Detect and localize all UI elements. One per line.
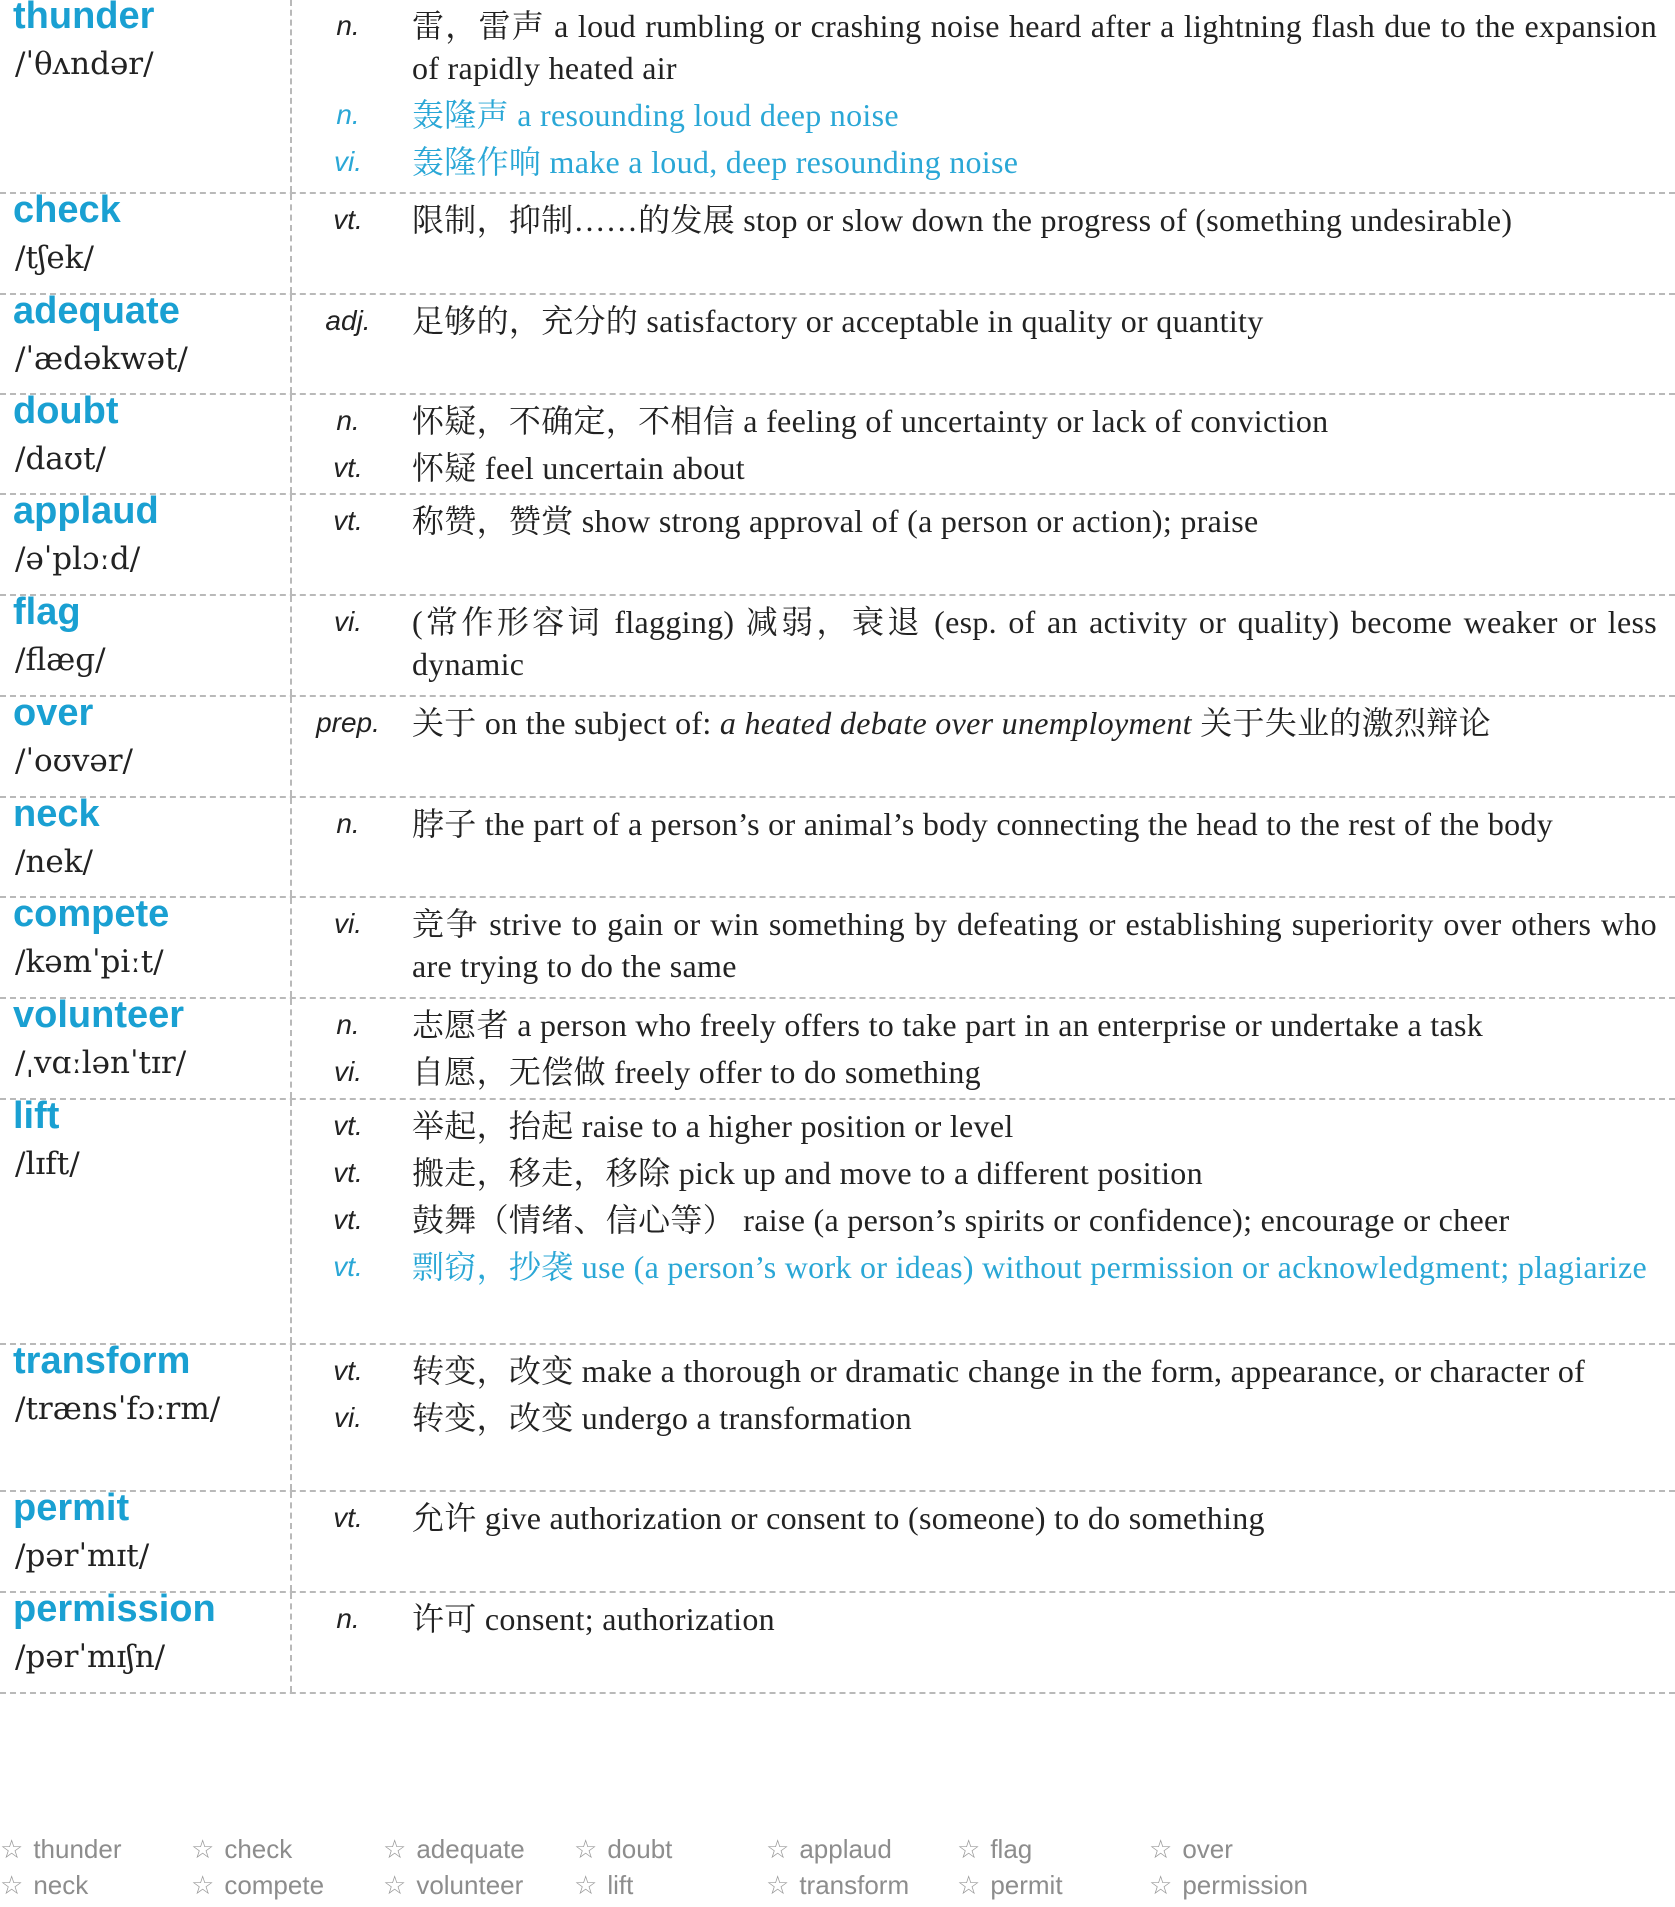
part-of-speech: vt. [333,204,363,235]
star-icon: ☆ [766,1834,790,1864]
definition-text: 怀疑 feel uncertain about [412,450,745,486]
definition [412,1497,1675,1539]
definition-text: 鼓舞（情绪、信心等） raise (a person’s spirits or confidence); encourage or cheer [412,1202,1510,1238]
definition-text: 脖子 the part of a person’s or animal’s body connecting the head to the rest of the body [412,806,1554,842]
index-word: adequate [416,1834,525,1864]
index-word: check [224,1834,293,1864]
index-item [0,1832,122,1866]
phonetic: /daʊt/ [15,441,106,477]
definition [412,1004,1675,1046]
definition-text: 关于 on the subject of: [412,705,712,741]
definition-text: 足够的，充分的 satisfactory or acceptable in quality or quantity [412,303,1264,339]
part-of-speech: vt. [333,1355,363,1386]
part-of-speech: n. [336,1603,360,1634]
headword-cell [0,994,292,1098]
definition-text: 转变，改变 undergo a transformation [412,1400,912,1436]
definitions-cell [292,0,1675,192]
headword: permit [13,1487,130,1529]
index-item [383,1868,523,1902]
headword: transform [13,1340,191,1382]
headword: thunder [13,0,155,37]
example-sentence: a heated debate over unemployment [719,705,1192,741]
sense [292,803,1675,845]
headword-cell [0,692,292,796]
phonetic: /tʃek/ [15,240,94,276]
index-word: permission [1182,1870,1309,1900]
index-word: thunder [33,1834,122,1864]
definitions-cell [292,697,1675,796]
sense [292,1004,1675,1046]
part-of-speech: vt. [333,1204,363,1235]
definition [412,141,1675,183]
definitions-cell [292,295,1675,393]
definition [412,1598,1675,1640]
sense [292,903,1675,987]
sense [292,1598,1675,1640]
part-of-speech: vi. [334,1056,362,1087]
entry-row-thunder [0,0,1675,194]
definition-text: 自愿，无偿做 freely offer to do something [412,1054,981,1090]
phonetic: /ˈoʊvər/ [15,743,133,779]
definition-text: 搬走，移走，移除 pick up and move to a different position [412,1155,1203,1191]
star-icon: ☆ [1149,1834,1173,1864]
definition-text: 限制，抑制……的发展 stop or slow down the progress of (something undesirable) [412,202,1513,238]
part-of-speech: vi. [334,146,362,177]
entry-row-neck [0,793,1675,898]
definitions-cell [292,194,1675,293]
index-item [191,1868,324,1902]
index-word: applaud [799,1834,892,1864]
definition-text: 竞争 strive to gain or win something by defeating or establishing superiority over others who are trying to do the same [412,906,1657,984]
sense [292,447,1675,489]
definition [412,5,1675,89]
headword-cell [0,290,292,393]
entry-row-over [0,692,1675,798]
definition [412,94,1675,136]
definitions-cell [292,798,1675,896]
entry-row-lift [0,1095,1675,1345]
headword: applaud [13,490,159,532]
index-word: transform [799,1870,910,1900]
phonetic: /əˈplɔːd/ [15,541,141,577]
headword-cell [0,1588,292,1692]
headword: volunteer [13,994,185,1036]
headword-cell [0,490,292,594]
entry-row-volunteer [0,994,1675,1100]
sense [292,1497,1675,1539]
headword-cell [0,1340,292,1490]
definition [412,1246,1675,1288]
entry-row-compete [0,893,1675,999]
definitions-cell [292,395,1675,493]
headword-cell [0,893,292,997]
index-item [957,1868,1063,1902]
example-translation: 关于失业的激烈辩论 [1200,705,1491,741]
part-of-speech: n. [336,99,360,130]
star-icon: ☆ [766,1870,790,1900]
phonetic: /ˈθʌndər/ [15,46,154,82]
headword: check [13,189,121,231]
definition-text: 志愿者 a person who freely offers to take part in an enterprise or undertake a task [412,1007,1484,1043]
star-icon: ☆ [0,1834,24,1864]
headword: adequate [13,290,180,332]
star-icon: ☆ [383,1870,407,1900]
part-of-speech: vt. [333,1502,363,1533]
sense [292,5,1675,89]
star-icon: ☆ [957,1870,981,1900]
phonetic: /ˈædəkwət/ [15,341,188,377]
phonetic: /lɪft/ [15,1146,80,1182]
definitions-cell [292,495,1675,594]
index-word: lift [607,1870,634,1900]
star-icon: ☆ [383,1834,407,1864]
headword: doubt [13,390,119,432]
star-icon: ☆ [191,1870,215,1900]
index-item [383,1832,525,1866]
part-of-speech: vt. [333,1110,363,1141]
headword: neck [13,793,100,835]
sense [292,400,1675,442]
sense [292,1350,1675,1392]
sense [292,1105,1675,1147]
index-word: over [1182,1834,1233,1864]
phonetic: /ˌvɑːlənˈtɪr/ [15,1045,187,1081]
definition [412,803,1675,845]
definition-text: 转变，改变 make a thorough or dramatic change in the form, appearance, or character of [412,1353,1586,1389]
part-of-speech: vt. [333,452,363,483]
index-word: permit [990,1870,1063,1900]
index-item [0,1868,88,1902]
star-icon: ☆ [957,1834,981,1864]
part-of-speech: n. [336,405,360,436]
sense [292,1152,1675,1194]
headword-cell [0,390,292,493]
headword: compete [13,893,170,935]
definition-text: 怀疑，不确定，不相信 a feeling of uncertainty or lack of conviction [412,403,1329,439]
sense [292,601,1675,685]
sense [292,702,1675,744]
sense [292,141,1675,183]
part-of-speech: n. [336,808,360,839]
part-of-speech: n. [336,1009,360,1040]
definition [412,903,1675,987]
sense [292,199,1675,241]
index-item [766,1868,909,1902]
definitions-cell [292,1492,1675,1591]
definitions-cell [292,898,1675,997]
headword-cell [0,0,292,192]
headword: over [13,692,94,734]
part-of-speech: vi. [334,606,362,637]
headword: lift [13,1095,60,1137]
phonetic: /kəmˈpiːt/ [15,944,164,980]
definitions-cell [292,596,1675,695]
sense [292,500,1675,542]
part-of-speech: vi. [334,908,362,939]
index-word: doubt [607,1834,673,1864]
definition [412,1350,1675,1392]
part-of-speech: n. [336,10,360,41]
index-row [0,1832,1675,1868]
definition-text: 举起，抬起 raise to a higher position or level [412,1108,1014,1144]
index-item [191,1832,292,1866]
definition-text: 剽窃，抄袭 use (a person’s work or ideas) without permission or acknowledgment; plagiarize [412,1249,1647,1285]
definition [412,1152,1675,1194]
part-of-speech: vi. [334,1402,362,1433]
index-word: volunteer [416,1870,524,1900]
definition [412,702,1675,744]
definition-text: 轰隆声 a resounding loud deep noise [412,97,899,133]
sense [292,1199,1675,1241]
headword: permission [13,1588,216,1630]
index-item [574,1832,672,1866]
entry-row-flag [0,591,1675,697]
definition [412,447,1675,489]
star-icon: ☆ [574,1870,598,1900]
definition [412,199,1675,241]
phonetic: /pərˈmɪʃn/ [15,1639,166,1675]
sense [292,300,1675,342]
definitions-cell [292,1100,1675,1343]
star-icon: ☆ [1149,1870,1173,1900]
part-of-speech: vt. [333,505,363,536]
part-of-speech: prep. [316,707,380,738]
phonetic: /trænsˈfɔːrm/ [15,1391,221,1427]
entry-row-permit [0,1487,1675,1593]
entry-row-adequate [0,290,1675,395]
definition-text: 称赞，赞赏 show strong approval of (a person or action); praise [412,503,1259,539]
entry-row-applaud [0,490,1675,596]
definitions-cell [292,999,1675,1098]
definition [412,500,1675,542]
definition [412,400,1675,442]
sense [292,1397,1675,1439]
definitions-cell [292,1345,1675,1490]
definition [412,300,1675,342]
headword-cell [0,793,292,896]
headword-cell [0,189,292,293]
index-word: flag [990,1834,1033,1864]
definition [412,1397,1675,1439]
entry-row-transform [0,1340,1675,1492]
sense [292,1246,1675,1288]
part-of-speech: vt. [333,1251,363,1282]
index-item [957,1832,1032,1866]
headword-cell [0,591,292,695]
definition-text: 许可 consent; authorization [412,1601,775,1637]
star-icon: ☆ [574,1834,598,1864]
definition-text: (常作形容词 flagging) 减弱，衰退 (esp. of an activity or quality) become weaker or less dynamic [412,604,1657,682]
headword: flag [13,591,81,633]
entry-row-permission [0,1588,1675,1694]
definitions-cell [292,1593,1675,1692]
entry-row-check [0,189,1675,295]
index-word: compete [224,1870,325,1900]
index-word: neck [33,1870,89,1900]
definition [412,601,1675,685]
index-item [1149,1832,1233,1866]
star-icon: ☆ [0,1870,24,1900]
definition-text: 雷，雷声 a loud rumbling or crashing noise heard after a lightning flash due to the expansion of rapidly heated air [412,8,1657,86]
phonetic: /pərˈmɪt/ [15,1538,150,1574]
headword-cell [0,1487,292,1591]
definition-text: 允许 give authorization or consent to (someone) to do something [412,1500,1265,1536]
index-row [0,1868,1675,1904]
sense [292,94,1675,136]
index-item [1149,1868,1308,1902]
definition [412,1105,1675,1147]
phonetic: /nek/ [15,844,93,880]
index-item [766,1832,892,1866]
definition [412,1199,1675,1241]
definition-text: 轰隆作响 make a loud, deep resounding noise [412,144,1019,180]
definition [412,1051,1675,1093]
part-of-speech: adj. [325,305,371,336]
sense [292,1051,1675,1093]
headword-cell [0,1095,292,1343]
word-index [0,1832,1675,1904]
star-icon: ☆ [191,1834,215,1864]
part-of-speech: vt. [333,1157,363,1188]
entry-row-doubt [0,390,1675,495]
phonetic: /flæɡ/ [15,642,106,678]
index-item [574,1868,633,1902]
